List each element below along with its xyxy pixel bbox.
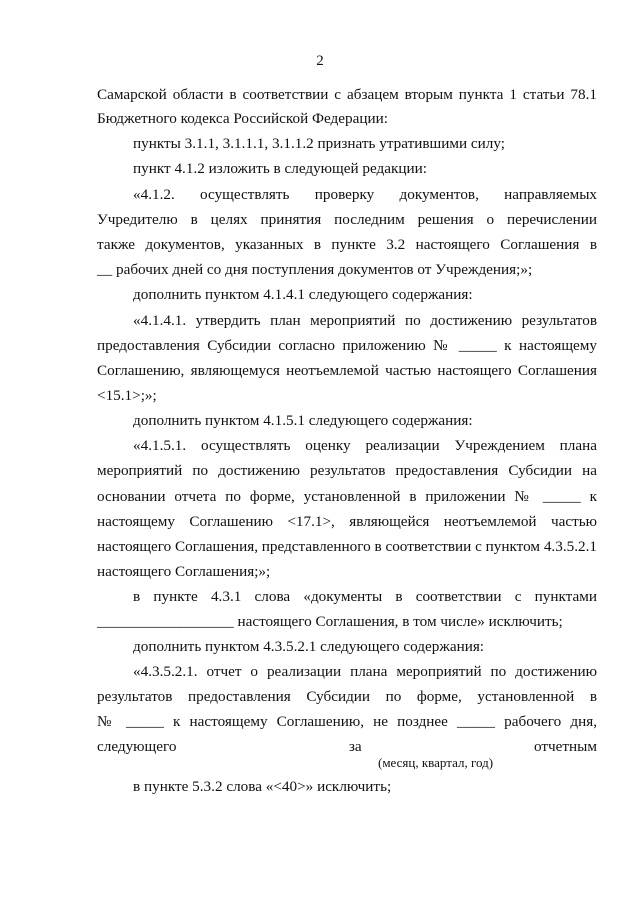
text-line: __ рабочих дней со дня поступления документов от Учреждения;»; <box>97 261 533 278</box>
text-line: «4.1.5.1. осуществлять оценку реализации Учреждением плана <box>133 437 597 454</box>
text-line: «4.1.4.1. утвердить план мероприятий по достижению результатов <box>133 312 597 329</box>
text-line: Бюджетного кодекса Российской Федерации: <box>97 110 388 127</box>
text-line: № _____ к настоящему Соглашению, не позднее _____ рабочего дня, <box>97 713 597 730</box>
text-line: <15.1>;»; <box>97 387 157 404</box>
text-line: в пункте 5.3.2 слова «<40>» исключить; <box>133 778 392 795</box>
text-line: также документов, указанных в пункте 3.2 настоящего Соглашения в <box>97 236 597 253</box>
text-line: Самарской области в соответствии с абзацем вторым пункта 1 статьи 78.1 <box>97 86 597 103</box>
page-number: 2 <box>316 53 324 69</box>
text-line: «4.3.5.2.1. отчет о реализации плана мероприятий по достижению <box>133 663 597 680</box>
text-line: следующего за отчетным <box>97 738 597 755</box>
text-line: результатов предоставления Субсидии по форме, установленной в <box>97 688 597 705</box>
text-line: в пункте 4.3.1 слова «документы в соответствии с пунктами <box>133 588 597 605</box>
text-line: __________________ настоящего Соглашения, в том числе» исключить; <box>97 613 563 630</box>
text-line: настоящего Соглашения;»; <box>97 563 271 580</box>
text-line: «4.1.2. осуществлять проверку документов, направляемых <box>133 186 597 203</box>
text-line: пункты 3.1.1, 3.1.1.1, 3.1.1.2 признать утратившими силу; <box>133 135 505 152</box>
text-line: дополнить пунктом 4.1.5.1 следующего содержания: <box>133 412 473 429</box>
footnote-caption: (месяц, квартал, год) <box>378 755 494 770</box>
text-line: основании отчета по форме, установленной в приложении № _____ к <box>97 488 597 505</box>
text-line: настоящему Соглашению <17.1>, являющейся неотъемлемой частью <box>97 513 597 530</box>
text-line: настоящего Соглашения, представленного в соответствии с пунктом 4.3.5.2.1 <box>97 538 597 555</box>
text-line: пункт 4.1.2 изложить в следующей редакции: <box>133 160 427 177</box>
text-line: дополнить пунктом 4.1.4.1 следующего содержания: <box>133 286 473 303</box>
text-line: дополнить пунктом 4.3.5.2.1 следующего содержания: <box>133 638 485 655</box>
text-line: Учредителю в целях принятия последним решения о перечислении <box>97 211 597 228</box>
text-line: мероприятий по достижению результатов предоставления Субсидии на <box>97 462 597 479</box>
text-line: Соглашению, являющемуся неотъемлемой частью настоящего Соглашения <box>97 362 597 379</box>
text-line: предоставления Субсидии согласно приложению № _____ к настоящему <box>97 337 597 354</box>
